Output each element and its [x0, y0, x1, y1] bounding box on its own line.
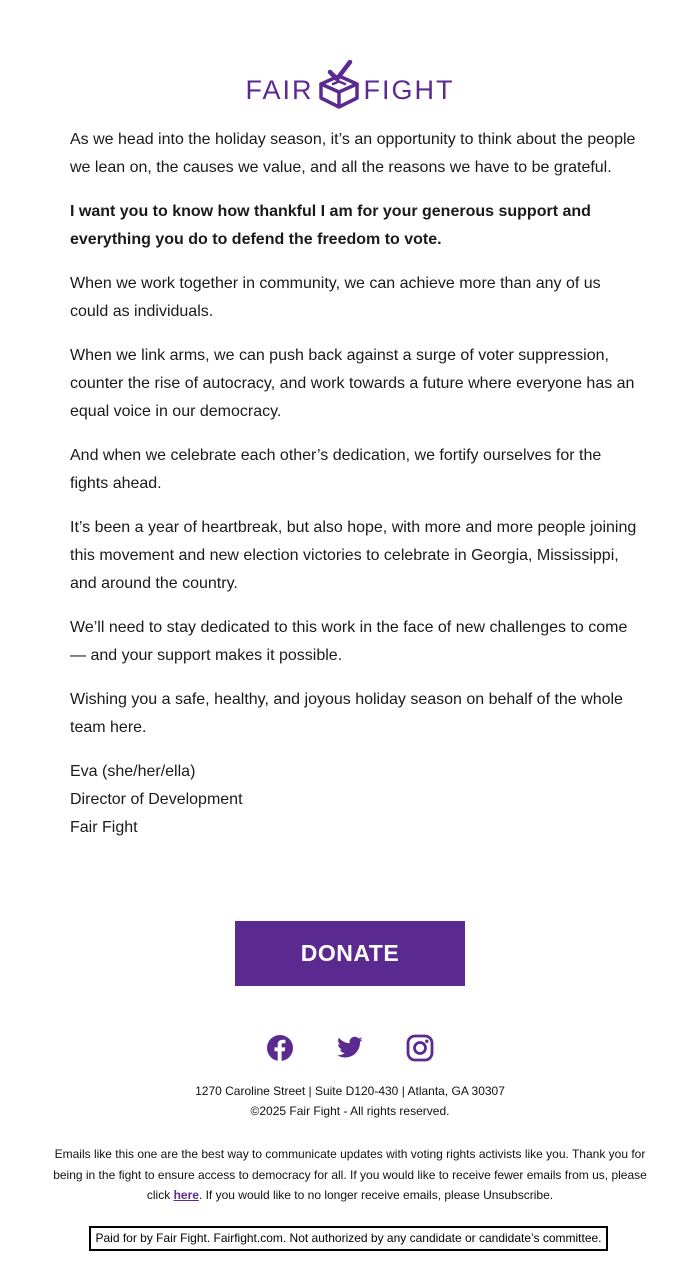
fewer-emails-link[interactable]: here [173, 1188, 199, 1202]
footer-note-after: . If you would like to no longer receive emails, please Unsubscribe. [198, 1188, 554, 1202]
paragraph-wishing: Wishing you a safe, healthy, and joyous holiday season on behalf of the whole team here. [70, 691, 623, 736]
paragraph-link-arms: When we link arms, we can push back against a surge of voter suppression, counter the rise of autocracy, and work towards a future where everyone has an equal voice in our democracy. [70, 347, 635, 420]
paragraph-community: When we work together in community, we can achieve more than any of us could as individuals. [70, 275, 601, 320]
paragraph-celebrate: And when we celebrate each other’s dedication, we fortify ourselves for the fights ahead. [70, 447, 602, 492]
instagram-link[interactable] [406, 1034, 434, 1062]
paragraph-intro: As we head into the holiday season, it’s an opportunity to think about the people we lean on, the causes we value, and all the reasons we have to be grateful. [70, 131, 636, 176]
logo-word-fair: FAIR [245, 74, 314, 105]
footer-note [50, 1144, 650, 1206]
twitter-icon [336, 1034, 364, 1062]
paragraph-thanks: I want you to know how thankful I am for your generous support and everything you do to defend the freedom to vote. [70, 203, 591, 248]
footer-address: 1270 Caroline Street | Suite D120-430 | Atlanta, GA 30307 [195, 1084, 505, 1098]
facebook-icon [266, 1034, 294, 1062]
social-links [0, 1034, 700, 1062]
ballot-box-check-icon [318, 60, 360, 110]
donate-button[interactable]: DONATE [235, 921, 465, 986]
footer-address-block [0, 1081, 700, 1121]
paid-for-disclaimer: Paid for by Fair Fight. Fairfight.com. Not authorized by any candidate or candidate’s committee. [89, 1226, 608, 1251]
footer-copyright: ©2025 Fair Fight - All rights reserved. [250, 1104, 450, 1118]
paragraph-heartbreak: It’s been a year of heartbreak, but also hope, with more and more people joining this movement and new election victories to celebrate in Georgia, Mississippi, and around the country. [70, 519, 637, 592]
fair-fight-logo[interactable] [0, 60, 700, 110]
signature [70, 758, 640, 842]
footer-note-before: Emails like this one are the best way to communicate updates with voting rights activists like you. Thank you for being in the fight to ensure access to democracy for all. If you would like to receive fewer emails from us, please click [53, 1147, 647, 1202]
signature-name: Eva (she/her/ella) [70, 763, 196, 780]
signature-org: Fair Fight [70, 819, 138, 836]
signature-title: Director of Development [70, 791, 243, 808]
twitter-link[interactable] [336, 1034, 364, 1062]
facebook-link[interactable] [266, 1034, 294, 1062]
logo-word-fight: FIGHT [363, 74, 455, 105]
paragraph-dedicated: We’ll need to stay dedicated to this work in the face of new challenges to come — and your support makes it possible. [70, 619, 628, 664]
email-body [70, 126, 640, 858]
instagram-icon [406, 1034, 434, 1062]
